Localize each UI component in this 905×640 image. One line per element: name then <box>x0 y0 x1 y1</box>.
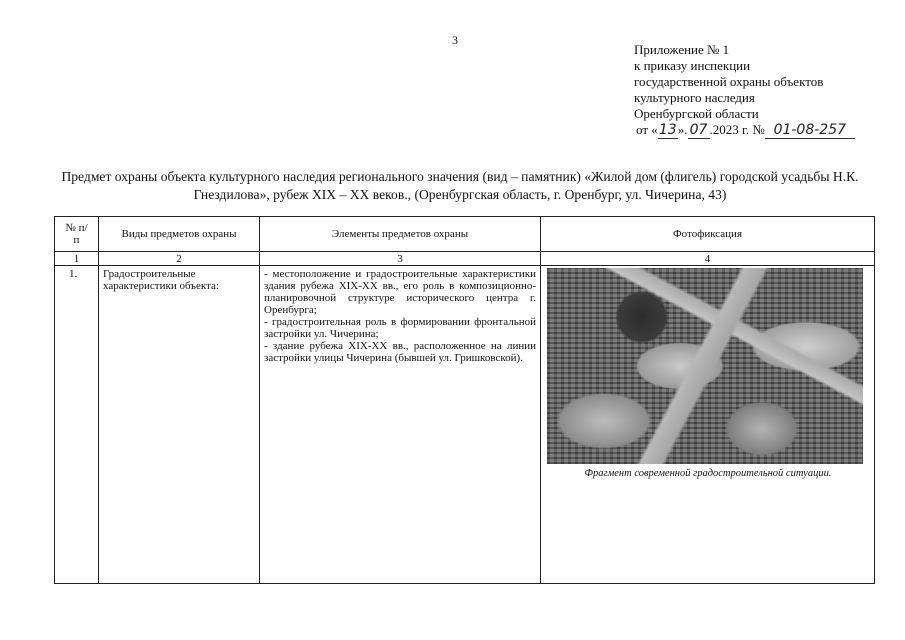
header-number: № п/п <box>55 217 99 252</box>
header-photo: Фотофиксация <box>541 217 875 252</box>
order-day: 13 <box>658 122 677 138</box>
appendix-line: государственной охраны объектов <box>634 74 824 89</box>
order-date-line <box>636 122 855 139</box>
page-number: 3 <box>452 33 458 47</box>
column-number: 2 <box>99 252 260 266</box>
document-title: Предмет охраны объекта культурного наследия регионального значения (вид – памятник) «Жилой дом (флигель) городской усадьбы Н.К. Гнездилова», рубеж XIX – XX веков., (Оренбургская область, г. Оренбург, ул. Чичерина, 43) <box>61 169 859 202</box>
order-month: 07 <box>688 122 710 139</box>
appendix-line: Оренбургской области <box>634 106 759 121</box>
table-row <box>55 266 875 584</box>
table-header-row <box>55 217 875 252</box>
appendix-line: Приложение № 1 <box>634 42 730 57</box>
column-number: 4 <box>541 252 875 266</box>
protection-type: Градостроительные характеристики объекта: <box>99 266 260 584</box>
row-number: 1. <box>55 266 99 584</box>
protection-subject-table <box>54 216 875 584</box>
element-item: - градостроительная роль в формировании фронтальной застройки ул. Чичерина; <box>264 316 536 340</box>
appendix-block <box>634 42 855 139</box>
order-number: 01-08-257 <box>765 122 855 139</box>
date-year: .2023 г. № <box>709 122 765 137</box>
appendix-line: к приказу инспекции <box>634 58 751 73</box>
photo-cell <box>541 266 875 584</box>
column-number: 1 <box>55 252 99 266</box>
protection-elements <box>260 266 541 584</box>
header-type: Виды предметов охраны <box>99 217 260 252</box>
header-elements: Элементы предметов охраны <box>260 217 541 252</box>
photo-caption: Фрагмент современной градостроительной ситуации. <box>584 468 832 479</box>
date-prefix: от « <box>636 122 658 137</box>
element-item: - здание рубежа XIX-XX вв., расположенное на линии застройки улицы Чичерина (бывшей ул. Гришковской). <box>264 340 536 364</box>
date-mid: ». <box>677 122 688 137</box>
column-number: 3 <box>260 252 541 266</box>
appendix-line: культурного наследия <box>634 90 755 105</box>
element-item: - местоположение и градостроительные характеристики здания рубежа XIX-XX вв., его роль в композиционно-планировочной структуре исторического центра г. Оренбурга; <box>264 268 536 316</box>
aerial-photo <box>547 268 863 464</box>
column-number-row <box>55 252 875 266</box>
